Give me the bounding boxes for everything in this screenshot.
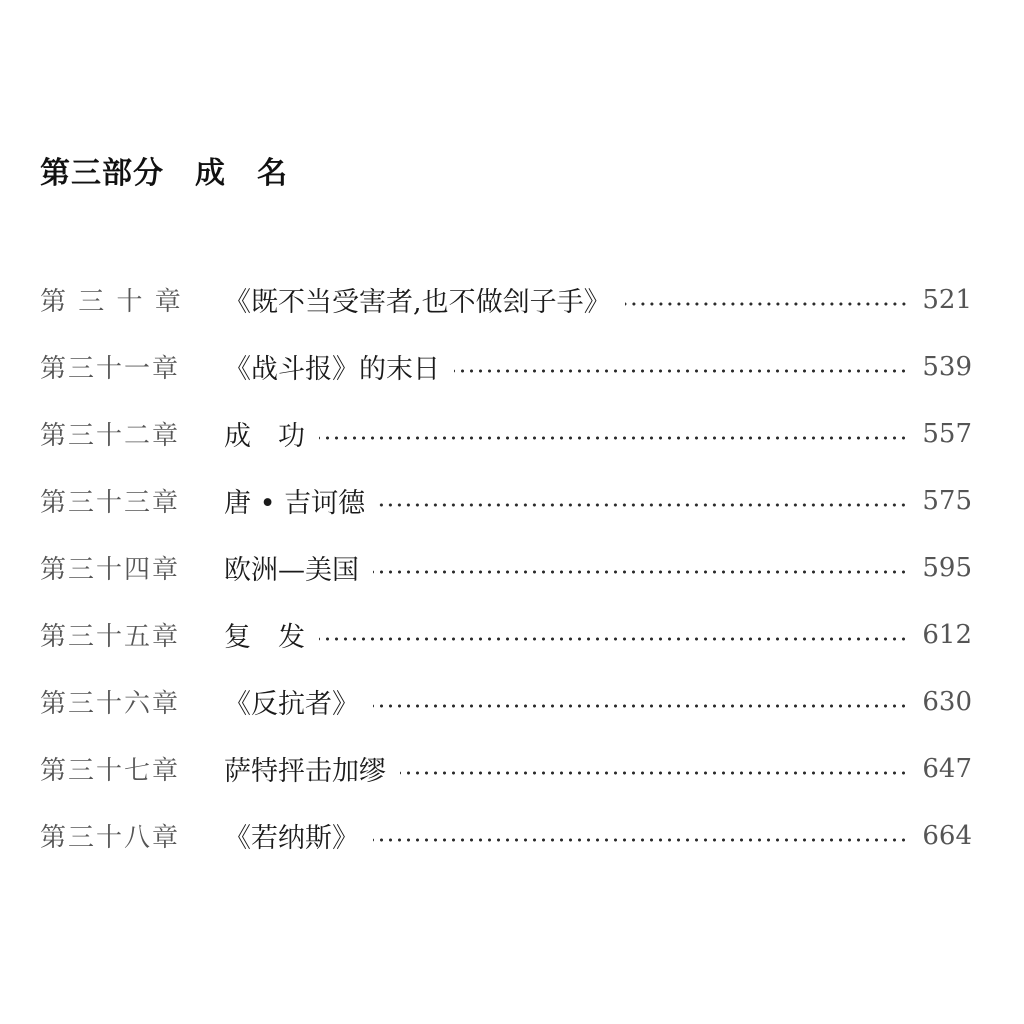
dot-leader: [319, 637, 908, 641]
page-number: 664: [922, 820, 972, 851]
page-number: 630: [922, 686, 972, 717]
page-number: 595: [922, 552, 972, 583]
chapter-number: 第 三 十 章: [40, 287, 183, 317]
toc-entry[interactable]: [40, 735, 972, 802]
toc-entry[interactable]: [40, 534, 972, 601]
chapter-number: 第三十二章: [40, 421, 181, 451]
dot-leader: [625, 302, 908, 306]
chapter-title: 复 发: [224, 622, 305, 653]
chapter-number: 第三十六章: [40, 689, 181, 719]
dot-leader: [373, 838, 908, 842]
table-of-contents: [40, 266, 972, 869]
page-number: 612: [922, 619, 972, 650]
page-number: 539: [922, 351, 972, 382]
toc-entry[interactable]: [40, 467, 972, 534]
chapter-title: 唐 • 吉诃德: [224, 488, 366, 519]
dot-leader: [400, 771, 908, 775]
chapter-title: 《反抗者》: [224, 689, 359, 720]
page-number: 647: [922, 753, 972, 784]
chapter-number: 第三十五章: [40, 622, 181, 652]
toc-entry[interactable]: [40, 802, 972, 869]
part-title: 第三部分 成 名: [40, 156, 288, 191]
chapter-title: 《既不当受害者,也不做刽子手》: [224, 287, 611, 318]
toc-entry[interactable]: [40, 601, 972, 668]
chapter-title: 《若纳斯》: [224, 823, 359, 854]
chapter-number: 第三十八章: [40, 823, 181, 853]
chapter-number: 第三十四章: [40, 555, 181, 585]
dot-leader: [373, 570, 908, 574]
dot-leader: [373, 704, 908, 708]
page-number: 521: [922, 284, 972, 315]
dot-leader: [454, 369, 908, 373]
toc-entry[interactable]: [40, 400, 972, 467]
toc-entry[interactable]: [40, 333, 972, 400]
chapter-number: 第三十七章: [40, 756, 181, 786]
page-number: 557: [922, 418, 972, 449]
chapter-title: 萨特抨击加缪: [224, 756, 386, 787]
chapter-title: 欧洲—美国: [224, 555, 359, 586]
toc-entry[interactable]: [40, 668, 972, 735]
chapter-title: 《战斗报》的末日: [224, 354, 440, 385]
chapter-number: 第三十一章: [40, 354, 181, 384]
chapter-title: 成 功: [224, 421, 305, 452]
page-number: 575: [922, 485, 972, 516]
dot-leader: [319, 436, 908, 440]
dot-leader: [379, 503, 908, 507]
chapter-number: 第三十三章: [40, 488, 181, 518]
toc-entry[interactable]: [40, 266, 972, 333]
